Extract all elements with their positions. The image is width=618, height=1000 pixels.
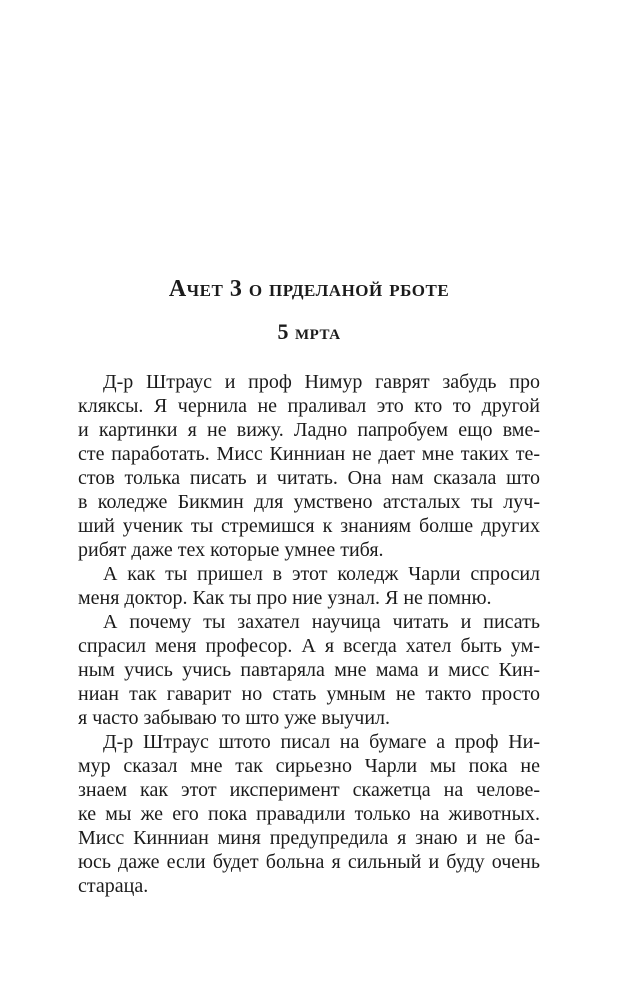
- text-line: Мисс Кинниан миня предупредила я знаю и не ба-: [78, 827, 540, 849]
- text-line: знаем как этот иксперимент скажетца на челове-: [78, 779, 540, 801]
- paragraph: [78, 730, 540, 898]
- text-line: юсь даже если будет больна я сильный и буду очень: [78, 851, 540, 873]
- text-line: спрасил меня професор. А я всегда хател быть ум-: [78, 635, 540, 657]
- text-line: стараца.: [78, 875, 149, 897]
- text-line: рибят даже тех которые умнее тибя.: [78, 539, 384, 561]
- text-line: ший ученик ты стремишся к знаниям болше других: [78, 515, 540, 537]
- text-line: я часто забываю то што уже выучил.: [78, 707, 391, 729]
- text-line: ным учись учись павтаряла мне мама и мисс Кин-: [78, 659, 540, 681]
- text-block: [78, 370, 540, 898]
- text-line: в коледже Бикмин для умствено атсталых ты луч-: [78, 491, 540, 513]
- paragraph: [78, 562, 540, 610]
- text-line: Д-р Штраус штото писал на бумаге а проф Ни-: [103, 731, 540, 753]
- paragraph: [78, 610, 540, 730]
- text-line: ке мы же его пока правадили только на животных.: [78, 803, 540, 825]
- paragraph: [78, 370, 540, 562]
- text-line: мур сказал мне так сирьезно Чарли мы пока не: [78, 755, 540, 777]
- report-title: Ачет 3 о прделаной рботе: [168, 276, 450, 302]
- text-line: стов толька писать и читать. Она нам сказала што: [78, 467, 540, 489]
- text-line: ниан так гаварит но стать умным не такто просто: [78, 683, 540, 705]
- text-line: А почему ты захател научица читать и писать: [103, 611, 540, 633]
- text-line: Д-р Штраус и проф Нимур гаврят забудь про: [103, 371, 540, 393]
- text-line: меня доктор. Как ты про ние узнал. Я не помню.: [78, 587, 492, 609]
- text-line: кляксы. Я чернила не праливал это кто то другой: [78, 395, 540, 417]
- text-line: сте паработать. Мисс Кинниан не дает мне таких те-: [78, 443, 540, 465]
- text-line: и картинки я не вижу. Ладно папробуем ещо вме-: [78, 419, 540, 441]
- report-date: 5 мрта: [277, 319, 341, 344]
- text-line: А как ты пришел в этот коледж Чарли спросил: [103, 563, 540, 585]
